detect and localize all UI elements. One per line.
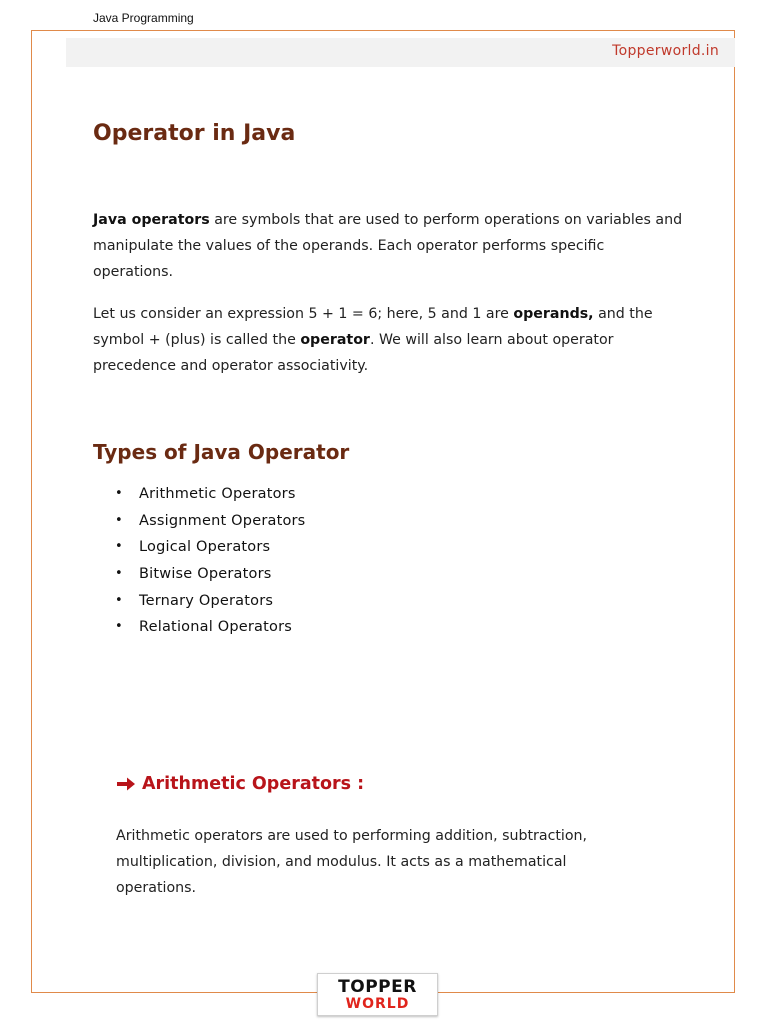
bullet-icon: • xyxy=(115,486,123,501)
logo-line-2: WORLD xyxy=(345,996,410,1012)
list-item xyxy=(93,588,305,615)
bullet-icon: • xyxy=(115,592,123,608)
topperworld-logo xyxy=(317,973,438,1016)
brand-bar xyxy=(66,38,735,67)
list-item-label: Logical Operators xyxy=(139,539,271,556)
bullet-icon: • xyxy=(115,566,123,582)
list-item xyxy=(93,614,305,641)
intro-paragraph-2 xyxy=(93,301,683,379)
bullet-icon: • xyxy=(115,539,123,555)
arithmetic-heading xyxy=(116,774,364,794)
bullet-icon: • xyxy=(115,512,123,528)
types-heading: Types of Java Operator xyxy=(93,440,350,464)
list-item xyxy=(93,481,305,508)
list-item-label: Arithmetic Operators xyxy=(139,486,296,502)
intro-text: and the symbol + (plus) is called the xyxy=(93,306,653,348)
arithmetic-description: Arithmetic operators are used to performing addition, subtraction, multiplication, division, and modulus. It acts as a mathematical operations. xyxy=(116,828,588,896)
list-item xyxy=(93,534,305,561)
operator-types-list xyxy=(93,481,305,641)
list-item xyxy=(93,561,305,588)
logo-line-1: TOPPER xyxy=(338,977,417,997)
list-item-label: Ternary Operators xyxy=(139,592,274,609)
list-item-label: Bitwise Operators xyxy=(139,566,272,583)
bullet-icon: • xyxy=(115,619,123,635)
list-item-label: Relational Operators xyxy=(139,619,293,636)
list-item xyxy=(93,508,305,535)
list-item-label: Assignment Operators xyxy=(139,512,306,529)
intro-text: are symbols that are used to perform operations on variables and manipulate the values of the operands. Each operator performs specific operations. xyxy=(93,212,683,280)
page-title: Operator in Java xyxy=(93,121,296,146)
brand-link[interactable]: Topperworld.in xyxy=(612,43,719,59)
operands-term: operands, xyxy=(513,306,594,322)
right-arrow-icon xyxy=(116,776,136,792)
intro-text: . We will also learn about operator precedence and operator associativity. xyxy=(93,332,614,374)
intro-text: Let us consider an expression 5 + 1 = 6; here, 5 and 1 are xyxy=(93,306,514,322)
intro-paragraph-1 xyxy=(93,207,683,285)
intro-bold-term: Java operators xyxy=(93,212,210,228)
arithmetic-heading-label: Arithmetic Operators : xyxy=(142,774,365,794)
operator-term: operator xyxy=(300,332,370,348)
running-header: Java Programming xyxy=(93,11,194,25)
